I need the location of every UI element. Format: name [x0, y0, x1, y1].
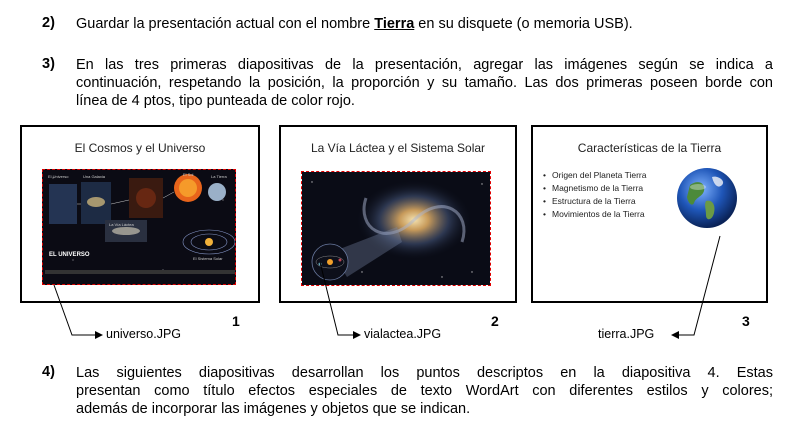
bullet-item: • Magnetismo de la Tierra	[543, 182, 646, 195]
image-label: El Sistema Solar	[193, 256, 223, 261]
text-line: En las tres primeras diapositivas de la presentación, agregar las imágenes según se indica a	[76, 57, 773, 73]
item-2-text-before: Guardar la presentación actual con el nombre	[76, 16, 375, 32]
image-label: Una Galaxia	[83, 174, 106, 179]
text-line: continuación, respetando la posición, la proporción y su tamaño. Las dos primeras poseen borde con	[76, 75, 773, 91]
slide-number: 3	[742, 313, 750, 329]
image-label: EL UNIVERSO	[49, 252, 90, 258]
slide-title: Características de la Tierra	[577, 141, 722, 155]
file-name-highlight: Tierra	[374, 16, 415, 32]
item-2-text-after: en su disquete (o memoria USB).	[414, 16, 633, 32]
bullet-item: • Estructura de la Tierra	[543, 195, 646, 208]
slide-number: 1	[232, 313, 240, 329]
slide-title: El Cosmos y el Universo	[74, 141, 206, 155]
image-label: La Tierra	[211, 174, 227, 179]
image-label: La Vía Láctea	[109, 222, 134, 227]
item-4-text	[76, 364, 773, 418]
item-number: 3)	[42, 56, 55, 72]
text-line: además de incorporar las imágenes y objetos que se indican.	[76, 401, 471, 417]
arrow-to-vialactea	[320, 262, 360, 335]
arrow-to-tierra	[672, 236, 720, 335]
item-number: 4)	[42, 364, 55, 380]
image-label: El Sol	[183, 172, 194, 177]
arrow-to-universo	[54, 285, 102, 335]
image-label: El Universo	[48, 174, 69, 179]
bullet-item: • Origen del Planeta Tierra	[543, 169, 646, 182]
image-caption: vialactea.JPG	[364, 327, 442, 341]
slide-title: La Vía Láctea y el Sistema Solar	[310, 141, 486, 155]
image-caption: universo.JPG	[106, 327, 182, 341]
text-line: Las siguientes diapositivas desarrollan los puntos descriptos en la diapositiva 4. Estas	[76, 365, 773, 381]
image-caption: tierra.JPG	[598, 327, 655, 341]
slide-number: 2	[491, 313, 499, 329]
text-line: presentan como título efectos especiales de texto WordArt con diferentes estilos y colores;	[76, 383, 773, 399]
item-number: 2)	[42, 15, 55, 31]
bullet-item: • Movimientos de la Tierra	[543, 208, 646, 221]
text-line: línea de 4 ptos, tipo punteada de color rojo.	[76, 93, 355, 109]
